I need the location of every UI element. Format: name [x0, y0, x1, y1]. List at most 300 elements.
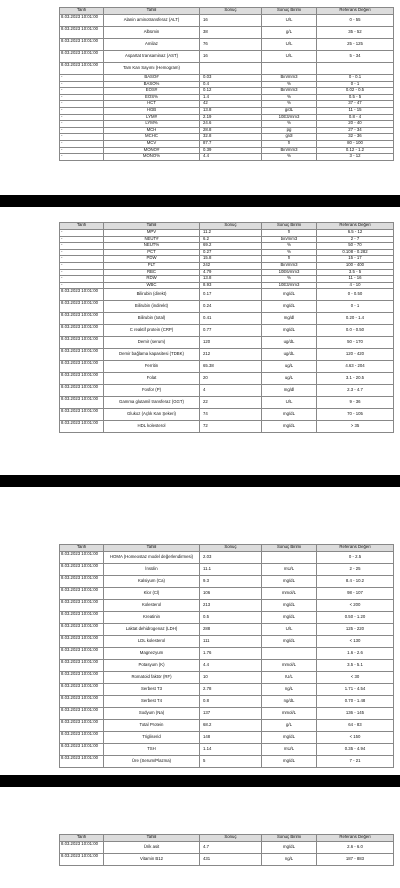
cell-ref: 2.3 - 4.7: [317, 385, 394, 397]
cell-unit: mmol/L: [262, 588, 317, 600]
cell-unit: ng/L: [262, 684, 317, 696]
table-row: [60, 756, 394, 768]
cell-result: 20: [200, 373, 262, 385]
cell-date: 8.03.2023 10:01:00: [60, 720, 104, 732]
cell-unit: mg/dL: [262, 289, 317, 301]
cell-ref: 0.35 - 4.94: [317, 744, 394, 756]
table-row: [60, 313, 394, 325]
cell-test: PDW: [104, 256, 200, 263]
cell-result: 1.76: [200, 648, 262, 660]
cell-test: BASO%: [104, 81, 200, 88]
table-row: [60, 94, 394, 101]
cell-test: Ferritin: [104, 361, 200, 373]
cell-ref: 35 - 52: [317, 27, 394, 39]
cell-date: 8.03.2023 10:01:00: [60, 842, 104, 854]
cell-unit: ug/dL: [262, 349, 317, 361]
table-row: [60, 648, 394, 660]
cell-date: -: [60, 256, 104, 263]
cell-test: LYM%: [104, 121, 200, 128]
cell-unit: mg/dL: [262, 732, 317, 744]
cell-ref: 8.4 - 10.2: [317, 576, 394, 588]
cell-result: 137: [200, 708, 262, 720]
cell-test: RBC: [104, 269, 200, 276]
cell-unit: Bin/mm3: [262, 88, 317, 95]
table-row: [60, 600, 394, 612]
table-row: [60, 385, 394, 397]
cell-test: Laktat dehidrogenaz (LDH): [104, 624, 200, 636]
cell-date: -: [60, 81, 104, 88]
header-date: Tarih: [60, 8, 104, 15]
table-row: [60, 262, 394, 269]
header-date: Tarih: [60, 223, 104, 230]
cell-test: HOMA (Homeostaz model değerlendirmesi): [104, 552, 200, 564]
cell-test: Amilaz: [104, 39, 200, 51]
cell-test: BASO#: [104, 75, 200, 82]
table-row: [60, 373, 394, 385]
cell-ref: 0 - 55: [317, 15, 394, 27]
table-header-row: [60, 8, 394, 15]
table-row: [60, 27, 394, 39]
cell-test: PCT: [104, 249, 200, 256]
cell-ref: 50 - 170: [317, 337, 394, 349]
cell-date: 8.03.2023 10:01:00: [60, 313, 104, 325]
cell-ref: 0 - 0.1: [317, 75, 394, 82]
table-row: [60, 684, 394, 696]
cell-ref: 0.02 - 0.5: [317, 88, 394, 95]
cell-result: 0.4: [200, 81, 262, 88]
cell-ref: 0 - 0.50: [317, 289, 394, 301]
cell-test: MONO#: [104, 147, 200, 154]
cell-result: 106: [200, 588, 262, 600]
cell-date: 8.03.2023 10:01:00: [60, 672, 104, 684]
header-result: Sonuç: [200, 545, 262, 552]
cell-unit: mU/L: [262, 564, 317, 576]
cell-unit: U/L: [262, 15, 317, 27]
table-row: [60, 249, 394, 256]
cell-date: 8.03.2023 10:01:00: [60, 361, 104, 373]
cell-result: 2.78: [200, 684, 262, 696]
cell-date: -: [60, 282, 104, 289]
table-row: [60, 421, 394, 433]
cell-test: Albümin: [104, 27, 200, 39]
cell-test: EOS%: [104, 94, 200, 101]
report-page-4: [0, 787, 400, 888]
cell-test: HDL kolesterol: [104, 421, 200, 433]
cell-unit: mg/dL: [262, 756, 317, 768]
cell-result: 242: [200, 262, 262, 269]
cell-ref: 3.5 - 5.1: [317, 660, 394, 672]
cell-result: 11.1: [200, 564, 262, 576]
cell-ref: 6.5 - 12: [317, 230, 394, 237]
cell-unit: mg/dL: [262, 842, 317, 854]
table-row: [60, 612, 394, 624]
cell-result: 0.12: [200, 88, 262, 95]
cell-date: 8.03.2023 10:01:00: [60, 27, 104, 39]
cell-ref: 0.5 - 5: [317, 94, 394, 101]
cell-ref: 136 - 145: [317, 708, 394, 720]
cell-test: İnsülin: [104, 564, 200, 576]
cell-result: 0.24: [200, 301, 262, 313]
cell-result: 1.4: [200, 94, 262, 101]
cell-test: Demir (serum): [104, 337, 200, 349]
cell-test: PLT: [104, 262, 200, 269]
cell-unit: mg/dL: [262, 409, 317, 421]
cell-test: Bilirubin (direkt): [104, 289, 200, 301]
cell-test: MONO%: [104, 154, 200, 161]
cell-date: 8.03.2023 10:01:00: [60, 39, 104, 51]
cell-result: 431: [200, 854, 262, 866]
cell-ref: 32 - 36: [317, 134, 394, 141]
cell-unit: mg/dL: [262, 325, 317, 337]
cell-unit: ng/dL: [262, 696, 317, 708]
cell-test: Fosfor (P): [104, 385, 200, 397]
cell-ref: 125 - 220: [317, 624, 394, 636]
cell-test: Ürik asit: [104, 842, 200, 854]
cell-ref: > 35: [317, 421, 394, 433]
cell-date: -: [60, 147, 104, 154]
results-table-2: [59, 222, 394, 433]
cell-ref: 0.20 - 1.4: [317, 313, 394, 325]
cell-test: Aspartat transaminaz (AST): [104, 51, 200, 63]
cell-date: 8.03.2023 10:01:00: [60, 660, 104, 672]
table-row: [60, 696, 394, 708]
cell-test: Bilirubin (indirekt): [104, 301, 200, 313]
table-header-row: [60, 835, 394, 842]
cell-result: 0.03: [200, 75, 262, 82]
header-result: Sonuç: [200, 223, 262, 230]
table-row: [60, 140, 394, 147]
table-row: [60, 842, 394, 854]
cell-unit: fl: [262, 140, 317, 147]
cell-unit: 10E6/mm3: [262, 269, 317, 276]
cell-result: 16: [200, 15, 262, 27]
table-row: [60, 672, 394, 684]
cell-result: 0.27: [200, 249, 262, 256]
cell-unit: %: [262, 81, 317, 88]
cell-result: 5: [200, 756, 262, 768]
cell-result: 38: [200, 27, 262, 39]
cell-test: MCHC: [104, 134, 200, 141]
cell-date: 8.03.2023 10:01:00: [60, 648, 104, 660]
cell-result: 0.17: [200, 289, 262, 301]
cell-result: 65.38: [200, 361, 262, 373]
cell-test: LDL kolesterol: [104, 636, 200, 648]
cell-date: 8.03.2023 10:01:00: [60, 564, 104, 576]
cell-date: 8.03.2023 10:01:00: [60, 588, 104, 600]
cell-test: NEUT%: [104, 243, 200, 250]
cell-ref: 9 - 36: [317, 397, 394, 409]
cell-unit: %: [262, 243, 317, 250]
cell-ref: 4 - 10: [317, 282, 394, 289]
cell-date: 8.03.2023 10:01:00: [60, 684, 104, 696]
table-row: [60, 107, 394, 114]
table-row: [60, 325, 394, 337]
table-row: [60, 660, 394, 672]
cell-date: 8.03.2023 10:01:00: [60, 756, 104, 768]
cell-test: Total Protein: [104, 720, 200, 732]
cell-result: 0.5: [200, 612, 262, 624]
table-row: [60, 15, 394, 27]
cell-result: 213: [200, 600, 262, 612]
cell-ref: 27 - 34: [317, 127, 394, 134]
cell-ref: 0.0 - 0.50: [317, 325, 394, 337]
cell-test: NEUT#: [104, 236, 200, 243]
cell-test: Romatoid faktör (RF): [104, 672, 200, 684]
header-ref: Referans Değeri: [317, 223, 394, 230]
table-row: [60, 147, 394, 154]
cell-unit: [262, 552, 317, 564]
table-row: [60, 276, 394, 283]
cell-unit: fl: [262, 230, 317, 237]
cell-result: [200, 63, 262, 75]
cell-date: 8.03.2023 10:01:00: [60, 612, 104, 624]
cell-date: 8.03.2023 10:01:00: [60, 373, 104, 385]
cell-unit: %: [262, 249, 317, 256]
cell-unit: mmol/L: [262, 660, 317, 672]
results-table-4: [59, 834, 394, 866]
cell-result: 72: [200, 421, 262, 433]
header-result: Sonuç: [200, 835, 262, 842]
cell-unit: bin/mm3: [262, 236, 317, 243]
cell-result: 11.2: [200, 230, 262, 237]
cell-ref: 15 - 17: [317, 256, 394, 263]
cell-test: Demir bağlama kapasitesi (TDBK): [104, 349, 200, 361]
report-page-3: [0, 487, 400, 775]
cell-date: 8.03.2023 10:01:00: [60, 409, 104, 421]
cell-unit: U/L: [262, 39, 317, 51]
cell-date: 8.03.2023 10:01:00: [60, 854, 104, 866]
table-row: [60, 720, 394, 732]
table-row: [60, 51, 394, 63]
cell-date: 8.03.2023 10:01:00: [60, 63, 104, 75]
cell-ref: 0.70 - 1.48: [317, 696, 394, 708]
cell-ref: 0 - 2.5: [317, 552, 394, 564]
cell-date: 8.03.2023 10:01:00: [60, 325, 104, 337]
cell-date: 8.03.2023 10:01:00: [60, 337, 104, 349]
cell-result: 2.19: [200, 114, 262, 121]
cell-result: 4.4: [200, 154, 262, 161]
cell-test: MCH: [104, 127, 200, 134]
cell-test: MCV: [104, 140, 200, 147]
cell-result: 76: [200, 39, 262, 51]
cell-unit: %: [262, 121, 317, 128]
cell-test: Glukoz (Açlık Kan Şekeri): [104, 409, 200, 421]
cell-ref: 11 - 16: [317, 276, 394, 283]
cell-date: 8.03.2023 10:01:00: [60, 744, 104, 756]
cell-test: Folat: [104, 373, 200, 385]
cell-test: Kolesterol: [104, 600, 200, 612]
cell-unit: %: [262, 94, 317, 101]
header-unit: Sonuç Birimi: [262, 8, 317, 15]
cell-date: -: [60, 243, 104, 250]
table-row: [60, 39, 394, 51]
cell-result: 15.8: [200, 256, 262, 263]
cell-unit: U/L: [262, 624, 317, 636]
cell-result: 6.2: [200, 236, 262, 243]
table-row: [60, 624, 394, 636]
table-row: [60, 576, 394, 588]
table-row: [60, 552, 394, 564]
cell-date: 8.03.2023 10:01:00: [60, 301, 104, 313]
cell-result: 10: [200, 672, 262, 684]
table-row: [60, 337, 394, 349]
cell-date: 8.03.2023 10:01:00: [60, 576, 104, 588]
cell-date: 8.03.2023 10:01:00: [60, 636, 104, 648]
cell-test: Sodyum (Na): [104, 708, 200, 720]
cell-test: Kreatinin: [104, 612, 200, 624]
cell-unit: [262, 63, 317, 75]
cell-result: 0.39: [200, 147, 262, 154]
cell-date: -: [60, 140, 104, 147]
cell-ref: 0 - 1: [317, 301, 394, 313]
cell-result: 120: [200, 337, 262, 349]
cell-ref: 5 - 34: [317, 51, 394, 63]
table-row: [60, 588, 394, 600]
table-row: [60, 81, 394, 88]
cell-ref: 0.12 - 1.2: [317, 147, 394, 154]
header-ref: Referans Değeri: [317, 545, 394, 552]
table-header-row: [60, 545, 394, 552]
cell-test: C reaktif protein (CRP): [104, 325, 200, 337]
cell-unit: fl: [262, 256, 317, 263]
cell-result: 111: [200, 636, 262, 648]
cell-date: -: [60, 230, 104, 237]
cell-date: -: [60, 101, 104, 108]
header-ref: Referans Değeri: [317, 835, 394, 842]
cell-test: WBC: [104, 282, 200, 289]
cell-unit: 10E3/mm3: [262, 114, 317, 121]
cell-test: Trigliserid: [104, 732, 200, 744]
cell-ref: 1.6 - 2.6: [317, 648, 394, 660]
cell-test: Klor (Cl): [104, 588, 200, 600]
cell-date: -: [60, 249, 104, 256]
cell-date: -: [60, 107, 104, 114]
cell-result: 212: [200, 349, 262, 361]
cell-ref: 37 - 47: [317, 101, 394, 108]
cell-result: 0.41: [200, 313, 262, 325]
header-unit: Sonuç Birimi: [262, 835, 317, 842]
cell-test: Vitamin B12: [104, 854, 200, 866]
cell-ref: 0.8 - 4: [317, 114, 394, 121]
cell-date: 8.03.2023 10:01:00: [60, 385, 104, 397]
table-row: [60, 101, 394, 108]
cell-ref: 50 - 70: [317, 243, 394, 250]
cell-date: 8.03.2023 10:01:00: [60, 708, 104, 720]
header-unit: Sonuç Birimi: [262, 223, 317, 230]
cell-result: 42: [200, 101, 262, 108]
cell-unit: mg/dl: [262, 385, 317, 397]
cell-date: 8.03.2023 10:01:00: [60, 397, 104, 409]
cell-unit: g/dL: [262, 107, 317, 114]
table-row: [60, 114, 394, 121]
cell-result: 288: [200, 624, 262, 636]
cell-date: 8.03.2023 10:01:00: [60, 600, 104, 612]
cell-unit: mg/dL: [262, 576, 317, 588]
cell-unit: pg: [262, 127, 317, 134]
table-row: [60, 230, 394, 237]
cell-unit: mmol/L: [262, 708, 317, 720]
cell-ref: 64 - 83: [317, 720, 394, 732]
cell-test: LYM#: [104, 114, 200, 121]
cell-ref: 4.63 - 204: [317, 361, 394, 373]
cell-date: 8.03.2023 10:01:00: [60, 696, 104, 708]
cell-ref: 25 - 125: [317, 39, 394, 51]
cell-result: 74: [200, 409, 262, 421]
cell-unit: Bin/mm3: [262, 262, 317, 269]
cell-ref: 7 - 21: [317, 756, 394, 768]
cell-unit: %: [262, 101, 317, 108]
cell-ref: [317, 63, 394, 75]
cell-ref: 187 - 883: [317, 854, 394, 866]
cell-result: 2.03: [200, 552, 262, 564]
cell-date: -: [60, 269, 104, 276]
cell-unit: mg/dl: [262, 313, 317, 325]
table-row: [60, 127, 394, 134]
table-row: [60, 732, 394, 744]
cell-ref: 3.1 - 20.5: [317, 373, 394, 385]
cell-test: Gamma glutamil transferaz (GGT): [104, 397, 200, 409]
cell-date: 8.03.2023 10:01:00: [60, 624, 104, 636]
cell-date: -: [60, 236, 104, 243]
cell-ref: < 130: [317, 636, 394, 648]
cell-test: TSH: [104, 744, 200, 756]
cell-unit: mU/L: [262, 744, 317, 756]
cell-test: Alanin aminotransferaz (ALT): [104, 15, 200, 27]
cell-test: Bilirubin (total): [104, 313, 200, 325]
cell-result: 8.93: [200, 282, 262, 289]
cell-ref: 0.50 - 1.20: [317, 612, 394, 624]
cell-unit: mg/dL: [262, 612, 317, 624]
cell-result: 32.8: [200, 134, 262, 141]
cell-test: Potasyum (K): [104, 660, 200, 672]
cell-unit: Bin/mm3: [262, 75, 317, 82]
cell-test: Serbest T4: [104, 696, 200, 708]
cell-unit: mg/dL: [262, 301, 317, 313]
cell-date: -: [60, 154, 104, 161]
header-result: Sonuç: [200, 8, 262, 15]
cell-result: 22: [200, 397, 262, 409]
table-row: [60, 854, 394, 866]
cell-unit: %: [262, 276, 317, 283]
table-row: [60, 744, 394, 756]
cell-date: 8.03.2023 10:01:00: [60, 51, 104, 63]
table-row: [60, 63, 394, 75]
cell-result: 13.8: [200, 107, 262, 114]
cell-ref: < 200: [317, 600, 394, 612]
cell-unit: ug/L: [262, 373, 317, 385]
cell-date: 8.03.2023 10:01:00: [60, 421, 104, 433]
cell-result: 4.7: [200, 842, 262, 854]
cell-ref: 3.5 - 5: [317, 269, 394, 276]
cell-ref: 70 - 105: [317, 409, 394, 421]
cell-date: 8.03.2023 10:01:00: [60, 15, 104, 27]
table-row: [60, 154, 394, 161]
cell-unit: g/L: [262, 27, 317, 39]
cell-result: 4.4: [200, 660, 262, 672]
cell-date: 8.03.2023 10:01:00: [60, 552, 104, 564]
cell-date: -: [60, 127, 104, 134]
cell-result: 87.7: [200, 140, 262, 147]
table-row: [60, 349, 394, 361]
cell-unit: IU/L: [262, 672, 317, 684]
cell-date: 8.03.2023 10:01:00: [60, 732, 104, 744]
cell-date: 8.03.2023 10:01:00: [60, 289, 104, 301]
cell-date: -: [60, 75, 104, 82]
cell-test: Serbest T3: [104, 684, 200, 696]
cell-unit: mg/dL: [262, 421, 317, 433]
cell-unit: U/L: [262, 397, 317, 409]
cell-ref: < 150: [317, 732, 394, 744]
